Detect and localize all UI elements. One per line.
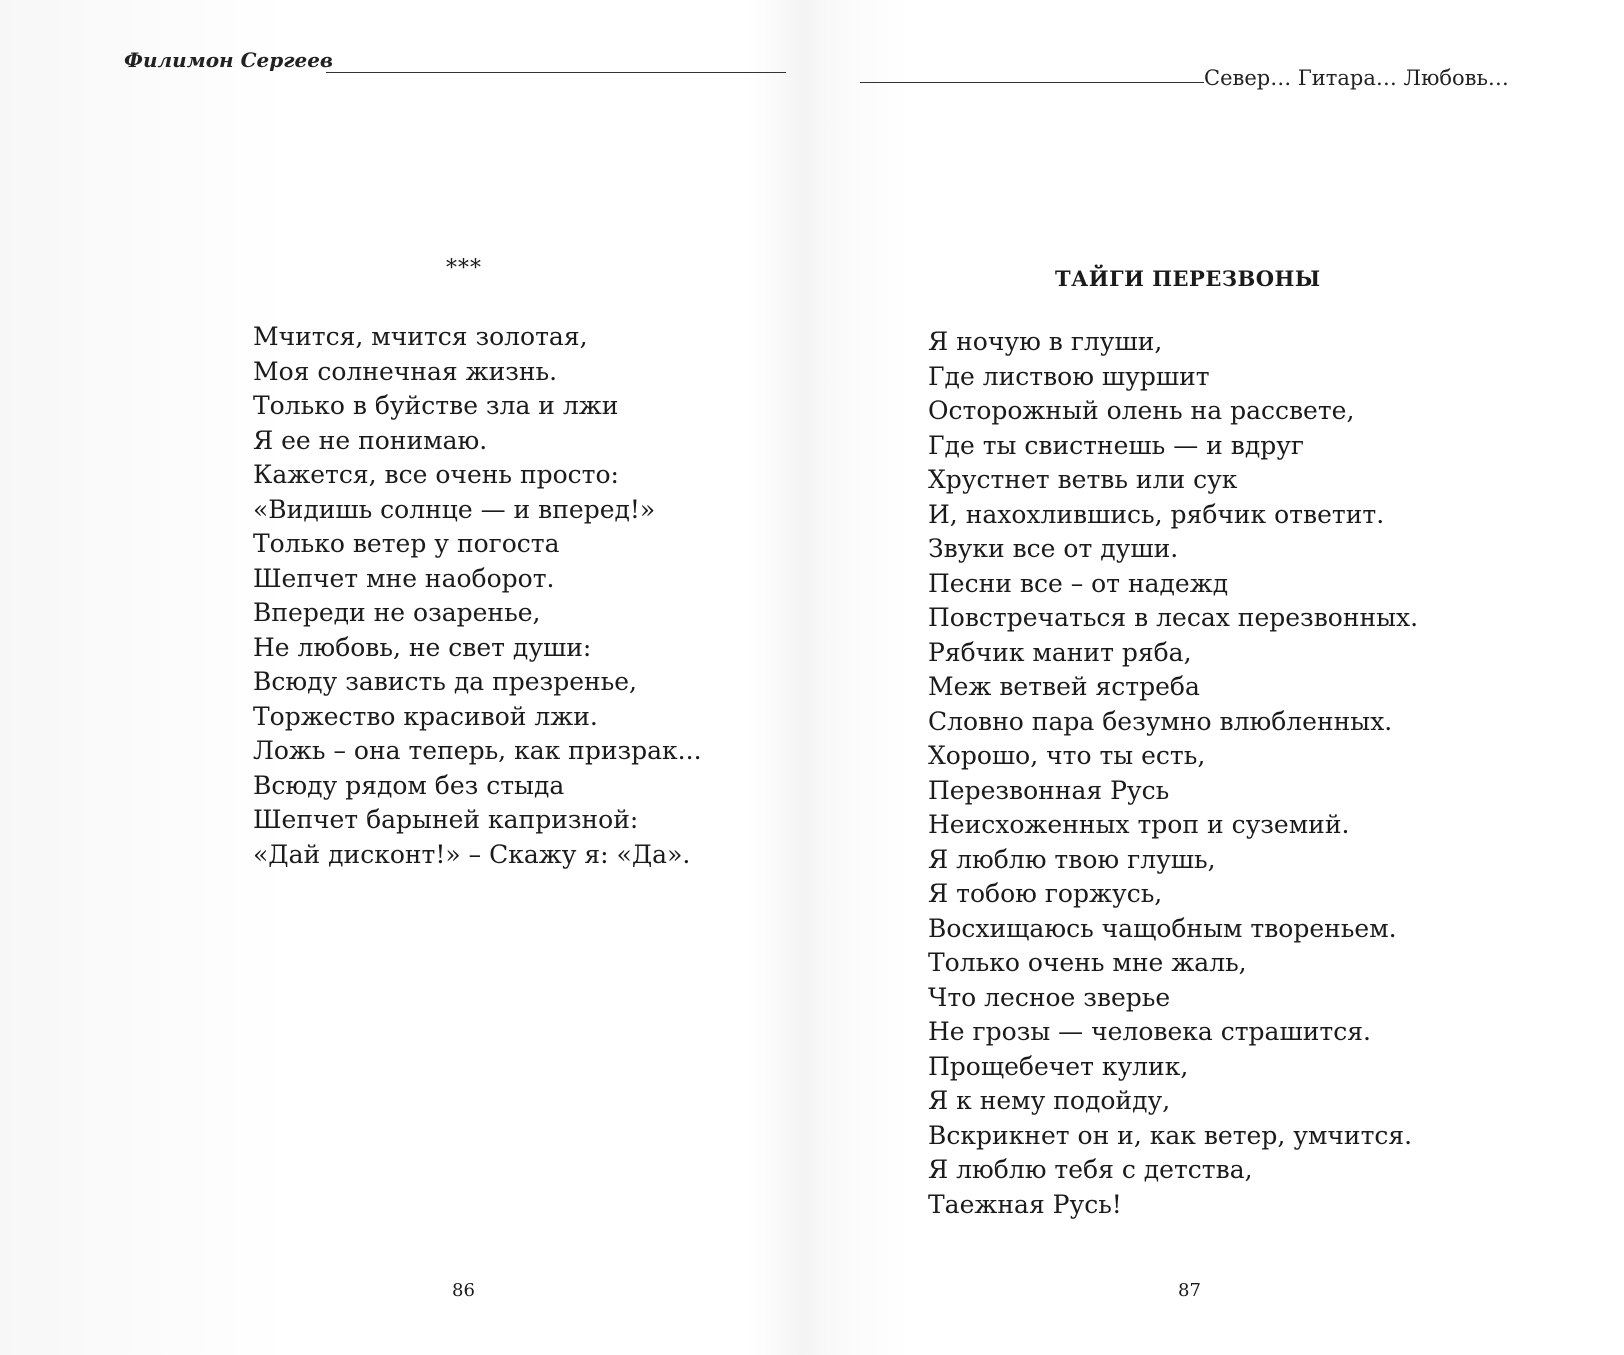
verse-line: Словно пара безумно влюбленных. — [928, 706, 1393, 736]
verse-line: Я люблю твою глушь, — [928, 844, 1216, 874]
poem-verse — [253, 320, 702, 872]
verse-line: Осторожный олень на рассвете, — [928, 396, 1355, 425]
verse-line: Рябчик манит ряба, — [928, 637, 1192, 667]
verse-line: Где листвою шуршит — [928, 361, 1210, 391]
verse-line: Только ветер у погоста — [253, 529, 560, 558]
verse-line: Я ее не понимаю. — [253, 425, 488, 455]
verse-line: Я к нему подойду, — [928, 1086, 1171, 1115]
verse-line: Где ты свистнешь — и вдруг — [928, 430, 1305, 460]
running-head-author: Филимон Сергеев — [124, 48, 334, 72]
verse-line: Я тобою горжусь, — [928, 879, 1163, 908]
verse-line: Ложь – она теперь, как призрак... — [253, 736, 702, 765]
header-rule — [326, 72, 786, 73]
verse-line: Моя солнечная жизнь. — [253, 356, 558, 386]
poem-separator: *** — [446, 256, 482, 281]
verse-line: Шепчет барыней капризной: — [253, 805, 639, 834]
verse-line: Я ночую в глуши, — [928, 327, 1163, 356]
verse-line: Всюду рядом без стыда — [253, 770, 565, 800]
verse-line: Шепчет мне наоборот. — [253, 563, 555, 593]
verse-line: Впереди не озаренье, — [253, 598, 541, 627]
verse-line: «Видишь солнце — и вперед!» — [253, 494, 656, 524]
verse-line: Торжество красивой лжи. — [253, 701, 598, 731]
verse-line: Хорошо, что ты есть, — [928, 741, 1206, 770]
verse-line: Вскрикнет он и, как ветер, умчится. — [928, 1120, 1413, 1150]
running-head-title: Север… Гитара… Любовь… — [1204, 66, 1509, 90]
header-rule — [860, 82, 1204, 83]
verse-line: Всюду зависть да презренье, — [253, 667, 638, 696]
verse-line: Повстречаться в лесах перезвонных. — [928, 603, 1419, 632]
verse-line: И, нахохлившись, рябчик ответит. — [928, 499, 1385, 529]
verse-line: Звуки все от души. — [928, 534, 1179, 563]
verse-line: «Дай дисконт!» – Скажу я: «Да». — [253, 839, 691, 869]
right-page — [812, 0, 1624, 1355]
verse-line: Перезвонная Русь — [928, 775, 1170, 805]
poem-verse — [928, 325, 1418, 1222]
verse-line: Прощебечет кулик, — [928, 1051, 1189, 1081]
verse-line: Не любовь, не свет души: — [253, 632, 592, 662]
verse-line: Песни все – от надежд — [928, 568, 1229, 598]
verse-line: Не грозы — человека страшится. — [928, 1017, 1371, 1046]
page-number: 86 — [452, 1280, 475, 1301]
verse-line: Кажется, все очень просто: — [253, 460, 619, 489]
verse-line: Неисхоженных троп и суземий. — [928, 810, 1350, 839]
verse-line: Я люблю тебя с детства, — [928, 1155, 1253, 1184]
poem-title: ТАЙГИ ПЕРЕЗВОНЫ — [1055, 266, 1321, 291]
verse-line: Восхищаюсь чащобным твореньем. — [928, 913, 1397, 943]
verse-line: Только в буйстве зла и лжи — [253, 391, 619, 420]
page-number: 87 — [1178, 1280, 1201, 1301]
verse-line: Таежная Русь! — [928, 1189, 1122, 1219]
verse-line: Меж ветвей ястреба — [928, 672, 1200, 701]
verse-line: Мчится, мчится золотая, — [253, 322, 588, 351]
verse-line: Хрустнет ветвь или сук — [928, 465, 1238, 494]
verse-line: Что лесное зверье — [928, 982, 1171, 1012]
verse-line: Только очень мне жаль, — [928, 948, 1247, 977]
